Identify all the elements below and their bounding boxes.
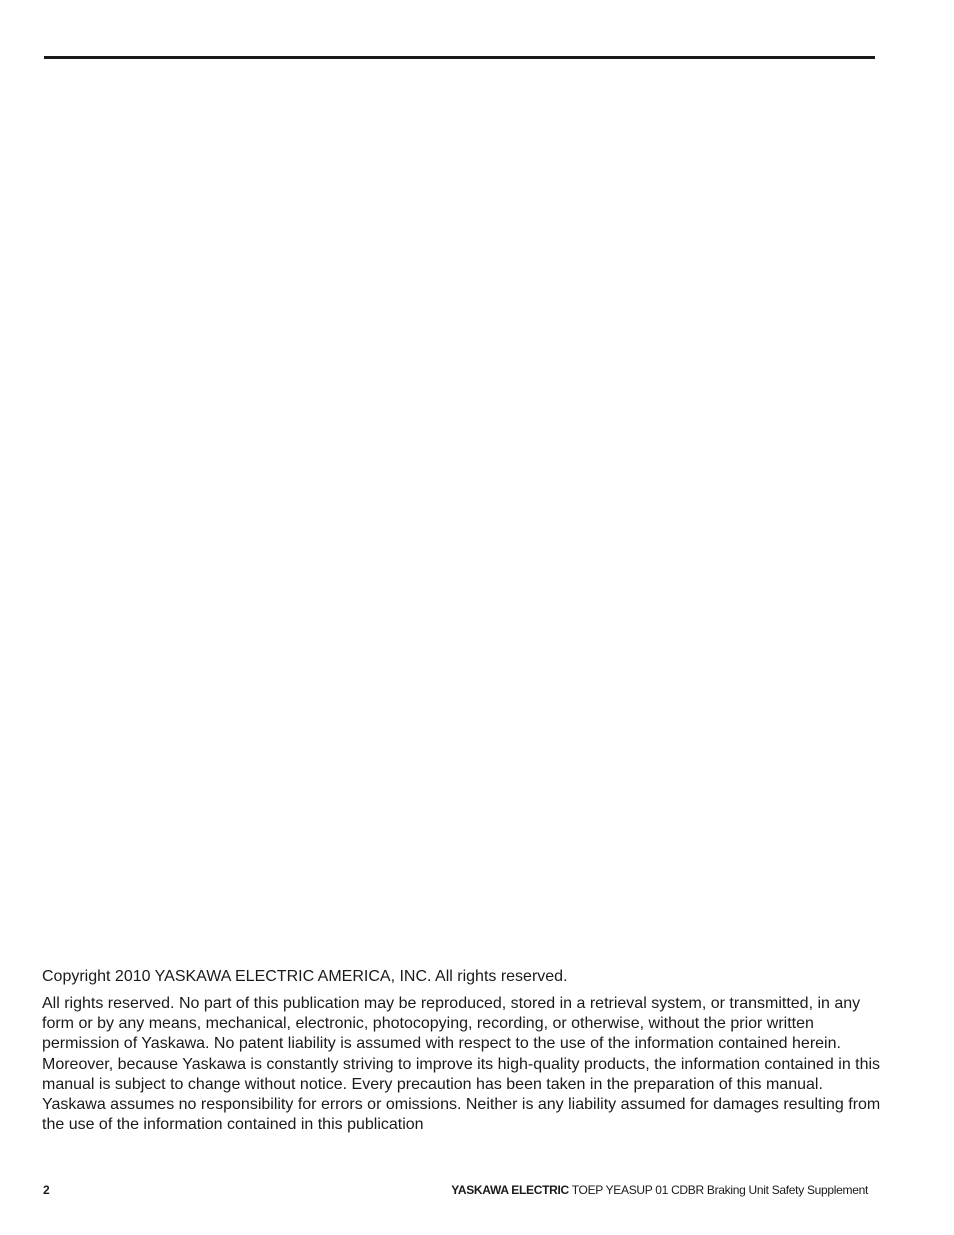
footer-document-title: TOEP YEASUP 01 CDBR Braking Unit Safety Supplement — [568, 1183, 868, 1197]
header-rule — [44, 56, 875, 59]
copyright-block — [42, 967, 882, 1135]
rights-paragraph: All rights reserved. No part of this publication may be reproduced, stored in a retrieval system, or transmitted, in any form or by any means, mechanical, electronic, photocopying, recording, or otherwise, without the prior written permission of Yaskawa. No patent liability is assumed with respect to the use of the information contained herein. Moreover, because Yaskawa is constantly striving to improve its high-quality products, the information contained in this manual is subject to change without notice. Every precaution has been taken in the preparation of this manual. Yaskawa assumes no responsibility for errors or omissions. Neither is any liability assumed for damages resulting from the use of the information contained in this publication — [42, 995, 881, 1134]
footer-title — [451, 1182, 868, 1198]
copyright-line: Copyright 2010 YASKAWA ELECTRIC AMERICA, INC. All rights reserved. — [42, 968, 568, 985]
page-footer — [43, 1182, 868, 1198]
footer-brand: YASKAWA ELECTRIC — [451, 1183, 569, 1197]
page-number: 2 — [43, 1183, 50, 1197]
